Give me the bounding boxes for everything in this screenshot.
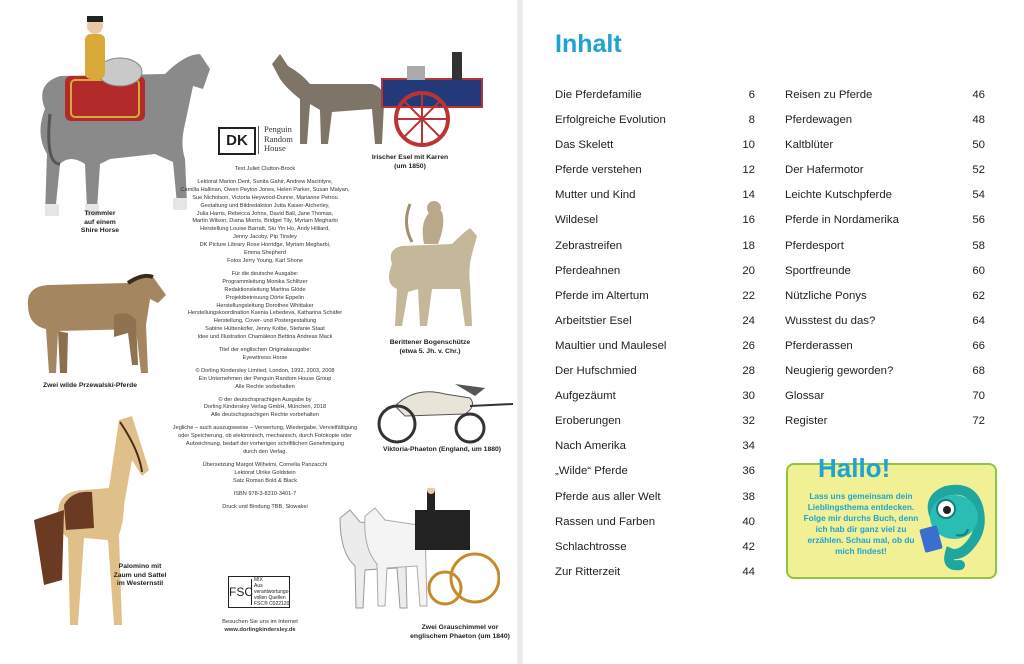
- toc-entry-label: Pferdeahnen: [555, 264, 621, 277]
- caption-line: Trommler: [84, 210, 116, 217]
- toc-entry-label: Nach Amerika: [555, 440, 626, 453]
- toc-entry[interactable]: [555, 187, 755, 212]
- toc-entry-label: Glossar: [785, 390, 825, 403]
- toc-entry-label: Pferde aus aller Welt: [555, 490, 661, 503]
- imprint-line: Herstellungskoordination Ksenia Lebedeva, Katharina Schäfer: [187, 310, 343, 317]
- caption-line: englischem Phaeton (um 1840): [410, 632, 510, 640]
- caption-line: Zaum und Sattel: [113, 571, 167, 579]
- logo-divider: [258, 126, 259, 154]
- toc-entry[interactable]: [785, 87, 985, 112]
- penguin-random-house-logo: [264, 125, 293, 154]
- toc-entry-label: Leichte Kutschpferde: [785, 189, 893, 202]
- toc-entry-label: Pferde im Altertum: [555, 289, 649, 302]
- caption-line: Shire Horse: [80, 227, 120, 234]
- caption-line: Palomino mit: [118, 563, 162, 570]
- imprint-line: Text Juliet Clutton-Brock: [234, 166, 296, 172]
- toc-entry-page: 32: [742, 415, 755, 428]
- imprint-line: Ein Unternehmen der Penguin Random House Group: [198, 375, 332, 382]
- toc-entry-page: 8: [748, 114, 755, 127]
- imprint-line: Alle Rechte vorbehalten: [235, 383, 295, 390]
- hallo-box: [786, 453, 997, 579]
- toc-column-right: [785, 87, 985, 438]
- toc-entry-page: 38: [742, 490, 755, 503]
- toc-entry[interactable]: [555, 514, 755, 539]
- toc-entry-page: 18: [742, 239, 755, 252]
- viktoria-phaeton-illustration: [365, 376, 515, 446]
- imprint-line: Lektorat Ulrike Goldstein: [234, 469, 296, 476]
- imprint-line: Sue Nicholson, Victoria Heywood-Dunne, Marianne Petrou: [192, 194, 338, 201]
- website-url: www.dorlingkindersley.de: [224, 627, 296, 633]
- imprint-line: Emma Shepherd: [244, 250, 286, 257]
- website-line: Besuchen Sie uns im Internet: [222, 619, 298, 625]
- toc-entry-page: 30: [742, 390, 755, 403]
- caption-line: Viktoria-Phaeton (England, um 1880): [382, 446, 502, 453]
- dk-logo: DK: [218, 127, 256, 155]
- imprint-line: DK Picture Library Rose Horridge, Myriam Megharbi,: [199, 242, 331, 249]
- caption-line: Irischer Esel mit Karren: [371, 154, 449, 161]
- mounted-archer-illustration: [372, 194, 492, 334]
- toc-entry-page: 16: [742, 214, 755, 227]
- fsc-line: FSC® C022120: [254, 601, 290, 607]
- hallo-text: Lass uns gemeinsam dein Lieblingsthema entdecken. Folge mir durchs Buch, denn ich hab dir ganz viel zu erzählen. Schau mal, ob du mich findest!: [803, 491, 919, 556]
- toc-column-left: [555, 87, 755, 589]
- imprint-line: Herstellung Louise Barratt, Siu Yin Ho, Andy Hilliard,: [200, 226, 330, 233]
- imprint-line: durch den Verlag.: [243, 449, 287, 455]
- toc-entry[interactable]: [555, 413, 755, 438]
- toc-entry-page: 48: [972, 114, 985, 127]
- chameleon-icon: [916, 479, 992, 571]
- toc-entry[interactable]: [555, 539, 755, 564]
- imprint-line: Sabine Hüttenkofer, Jenny Kolbe, Stefanie Staat: [205, 326, 325, 333]
- toc-entry[interactable]: [555, 313, 755, 338]
- toc-entry-page: 14: [742, 189, 755, 202]
- toc-entry[interactable]: [785, 238, 985, 263]
- toc-entry-label: Maultier und Maulesel: [555, 339, 667, 352]
- palomino-horse-illustration: [24, 410, 154, 635]
- caption-line: Zwei Grauschimmel vor: [421, 624, 499, 631]
- toc-entry[interactable]: [555, 263, 755, 288]
- caption-grey-horses: [410, 624, 510, 641]
- toc-entry-label: Zebrastreifen: [555, 239, 623, 252]
- toc-entry[interactable]: [785, 313, 985, 338]
- toc-entry-label: Reisen zu Pferde: [785, 89, 873, 101]
- hallo-title: Hallo!: [818, 453, 891, 483]
- toc-entry-page: 6: [748, 89, 755, 101]
- toc-entry-page: 64: [972, 314, 985, 327]
- toc-entry[interactable]: [555, 238, 755, 263]
- toc-entry[interactable]: [555, 463, 755, 488]
- book-gutter: [517, 0, 523, 664]
- imprint-line: Eyewitness Horse: [242, 354, 288, 361]
- toc-entry-label: Neugierig geworden?: [785, 365, 894, 378]
- toc-entry-page: 54: [972, 189, 985, 202]
- imprint-line: Fotos Jerry Young, Karl Shone: [227, 257, 303, 264]
- toc-entry-page: 62: [972, 289, 985, 302]
- toc-entry[interactable]: [785, 162, 985, 187]
- toc-entry[interactable]: [555, 489, 755, 514]
- toc-entry-label: Aufgezäumt: [555, 390, 616, 403]
- fsc-line: vollen Quellen: [254, 595, 286, 601]
- toc-entry-label: Die Pferdefamilie: [555, 89, 642, 101]
- toc-entry-page: 50: [972, 139, 985, 152]
- imprint-line: Lektorat Marion Dent, Sunita Gahir, Andrew Macintyre,: [197, 178, 333, 185]
- toc-entry[interactable]: [555, 363, 755, 388]
- imprint-line: Aufzeichnung, bedarf der vorherigen schriftlichen Genehmigung: [185, 441, 345, 448]
- toc-entry[interactable]: [555, 162, 755, 187]
- toc-entry-page: 42: [742, 540, 755, 553]
- fsc-line: MIX: [254, 577, 263, 583]
- toc-entry-page: 40: [742, 515, 755, 528]
- toc-entry-page: 26: [742, 339, 755, 352]
- toc-entry-label: Pferdewagen: [785, 114, 853, 127]
- imprint-line: Jegliche – auch auszugsweise – Verwertung, Wiedergabe, Vervielfältigung: [172, 425, 358, 432]
- toc-entry-label: Wildesel: [555, 214, 599, 227]
- caption-viktoria: [372, 446, 512, 455]
- imprint-line: Programmleitung Monika Schlitzer: [222, 278, 308, 285]
- grey-horses-phaeton-illustration: [335, 488, 500, 623]
- toc-entry-label: Der Hufschmied: [555, 365, 637, 378]
- toc-entry-label: „Wilde“ Pferde: [555, 465, 628, 478]
- toc-entry[interactable]: [555, 137, 755, 162]
- imprint-line: Redaktionsleitung Martina Glöde: [224, 286, 306, 293]
- toc-entry-label: Rassen und Farben: [555, 515, 656, 528]
- toc-entry-page: 56: [972, 214, 985, 227]
- toc-entry[interactable]: [785, 263, 985, 288]
- toc-entry-label: Sportfreunde: [785, 264, 851, 277]
- toc-entry[interactable]: [785, 413, 985, 438]
- toc-entry-label: Schlachtrosse: [555, 540, 627, 553]
- imprint-text: [160, 166, 370, 511]
- caption-line: Berittener Bogenschütze: [389, 339, 471, 346]
- toc-entry-label: Kaltblüter: [785, 139, 834, 152]
- imprint-line: Titel der englischen Originalausgabe:: [218, 347, 312, 354]
- toc-entry[interactable]: [555, 212, 755, 237]
- toc-entry[interactable]: [785, 187, 985, 212]
- fsc-logo: [228, 576, 290, 608]
- toc-entry[interactable]: [555, 288, 755, 313]
- toc-entry-label: Pferde in Nordamerika: [785, 214, 899, 227]
- logo-line: Random: [264, 133, 293, 144]
- toc-entry-page: 34: [742, 440, 755, 453]
- caption-donkey: [360, 154, 460, 171]
- toc-entry-page: 72: [972, 415, 985, 428]
- toc-entry[interactable]: [555, 112, 755, 137]
- toc-entry-page: 10: [742, 139, 755, 152]
- caption-line: (um 1850): [394, 162, 426, 170]
- toc-entry-page: 46: [972, 89, 985, 101]
- toc-entry-page: 44: [742, 565, 755, 578]
- toc-entry-label: Erfolgreiche Evolution: [555, 114, 666, 127]
- toc-entry[interactable]: [555, 438, 755, 463]
- toc-entry-page: 60: [972, 264, 985, 277]
- toc-entry-page: 22: [742, 289, 755, 302]
- imprint-line: Martin Wilson, Diana Morris, Bridget Tily, Myriam Megharbi: [192, 218, 338, 225]
- toc-entry-page: 68: [972, 365, 985, 378]
- toc-entry-page: 36: [742, 465, 755, 478]
- caption-shire: [65, 210, 135, 236]
- caption-palomino: [105, 563, 175, 589]
- toc-entry[interactable]: [555, 338, 755, 363]
- toc-entry-page: 66: [972, 339, 985, 352]
- donkey-cart-illustration: [262, 44, 492, 149]
- imprint-line: © der deutschsprachigen Ausgabe by: [218, 396, 312, 403]
- toc-entry-label: Pferde verstehen: [555, 164, 642, 177]
- imprint-line: Jenny Jacoby, Pip Tinsley: [233, 234, 297, 241]
- toc-title: Inhalt: [555, 30, 622, 58]
- toc-entry-label: Arbeitstier Esel: [555, 314, 632, 327]
- toc-entry-page: 58: [972, 239, 985, 252]
- toc-entry[interactable]: [555, 388, 755, 413]
- toc-entry[interactable]: [785, 137, 985, 162]
- toc-entry[interactable]: [785, 388, 985, 413]
- fsc-mix-label: [252, 577, 290, 607]
- toc-entry-page: 20: [742, 264, 755, 277]
- toc-entry-label: Mutter und Kind: [555, 189, 636, 202]
- toc-entry[interactable]: [555, 564, 755, 589]
- toc-entry-label: Wusstest du das?: [785, 314, 876, 327]
- logo-line: Penguin: [264, 124, 292, 134]
- imprint-line: © Dorling Kindersley Limited, London, 1992, 2003, 2008: [195, 367, 335, 374]
- website-note: [200, 618, 320, 634]
- toc-entry[interactable]: [785, 363, 985, 388]
- toc-entry-label: Das Skelett: [555, 139, 614, 152]
- imprint-line: oder Speicherung, ob elektronisch, mechanisch, durch Fotokopie oder: [178, 433, 352, 440]
- imprint-line: Idee und Illustration Chamäleon Bettina Andreas Mack: [197, 334, 333, 341]
- imprint-line: Julia Harris, Rebecca Johns, David Ball, Jane Thomas,: [196, 210, 334, 217]
- imprint-line: Herstellungsleitung Dorothee Whittaker: [216, 302, 314, 309]
- imprint-line: Alle deutschsprachigen Rechte vorbehalten: [211, 412, 319, 419]
- imprint-line: ISBN 978-3-8310-3401-7: [233, 490, 297, 497]
- caption-line: im Westernstil: [116, 580, 164, 587]
- caption-line: (etwa 5. Jh. v. Chr.): [399, 347, 461, 355]
- toc-entry-page: 28: [742, 365, 755, 378]
- imprint-line: Für die deutsche Ausgabe:: [231, 270, 299, 277]
- imprint-line: Gestaltung und Bildredaktion Jutta Kaiser-Atcherley,: [200, 202, 330, 209]
- fsc-tree-icon: FSC: [229, 579, 252, 605]
- caption-przewalski: [15, 382, 165, 391]
- toc-entry-page: 24: [742, 314, 755, 327]
- toc-entry-label: Nützliche Ponys: [785, 289, 867, 302]
- toc-entry[interactable]: [785, 338, 985, 363]
- caption-line: Zwei wilde Przewalski-Pferde: [42, 382, 138, 389]
- toc-entry-label: Eroberungen: [555, 415, 621, 428]
- toc-entry-label: Pferdesport: [785, 239, 844, 252]
- toc-entry-page: 70: [972, 390, 985, 403]
- toc-entry[interactable]: [785, 212, 985, 237]
- toc-entry-label: Pferderassen: [785, 339, 853, 352]
- imprint-line: Herstellung, Cover- und Postergestaltung: [213, 318, 317, 325]
- imprint-line: Camilla Hallinan, Owen Peyton Jones, Helen Parker, Susan Malyan,: [180, 186, 350, 193]
- toc-entry-label: Zur Ritterzeit: [555, 565, 621, 578]
- toc-entry-page: 52: [972, 164, 985, 177]
- toc-entry[interactable]: [555, 87, 755, 112]
- caption-archer: [375, 339, 485, 356]
- imprint-line: Dorling Kindersley Verlag GmbH, München, 2018: [203, 404, 327, 411]
- imprint-line: Satz Roman Bold & Black: [232, 477, 298, 484]
- toc-entry-label: Der Hafermotor: [785, 164, 864, 177]
- imprint-line: Übersetzung Margot Wilhelmi, Cornelia Panzacchi: [202, 461, 328, 468]
- caption-line: auf einem: [84, 218, 116, 226]
- toc-entry[interactable]: [785, 288, 985, 313]
- imprint-line: Projektbetreuung Dörte Eppelin: [225, 294, 305, 301]
- logo-line: House: [264, 143, 286, 153]
- przewalski-horses-illustration: [18, 265, 168, 380]
- fsc-line: Aus verantwortungs-: [254, 583, 290, 595]
- imprint-line: Druck und Bindung TBB, Slowakei: [222, 503, 308, 510]
- toc-entry-label: Register: [785, 415, 828, 428]
- toc-entry[interactable]: [785, 112, 985, 137]
- toc-entry-page: 12: [742, 164, 755, 177]
